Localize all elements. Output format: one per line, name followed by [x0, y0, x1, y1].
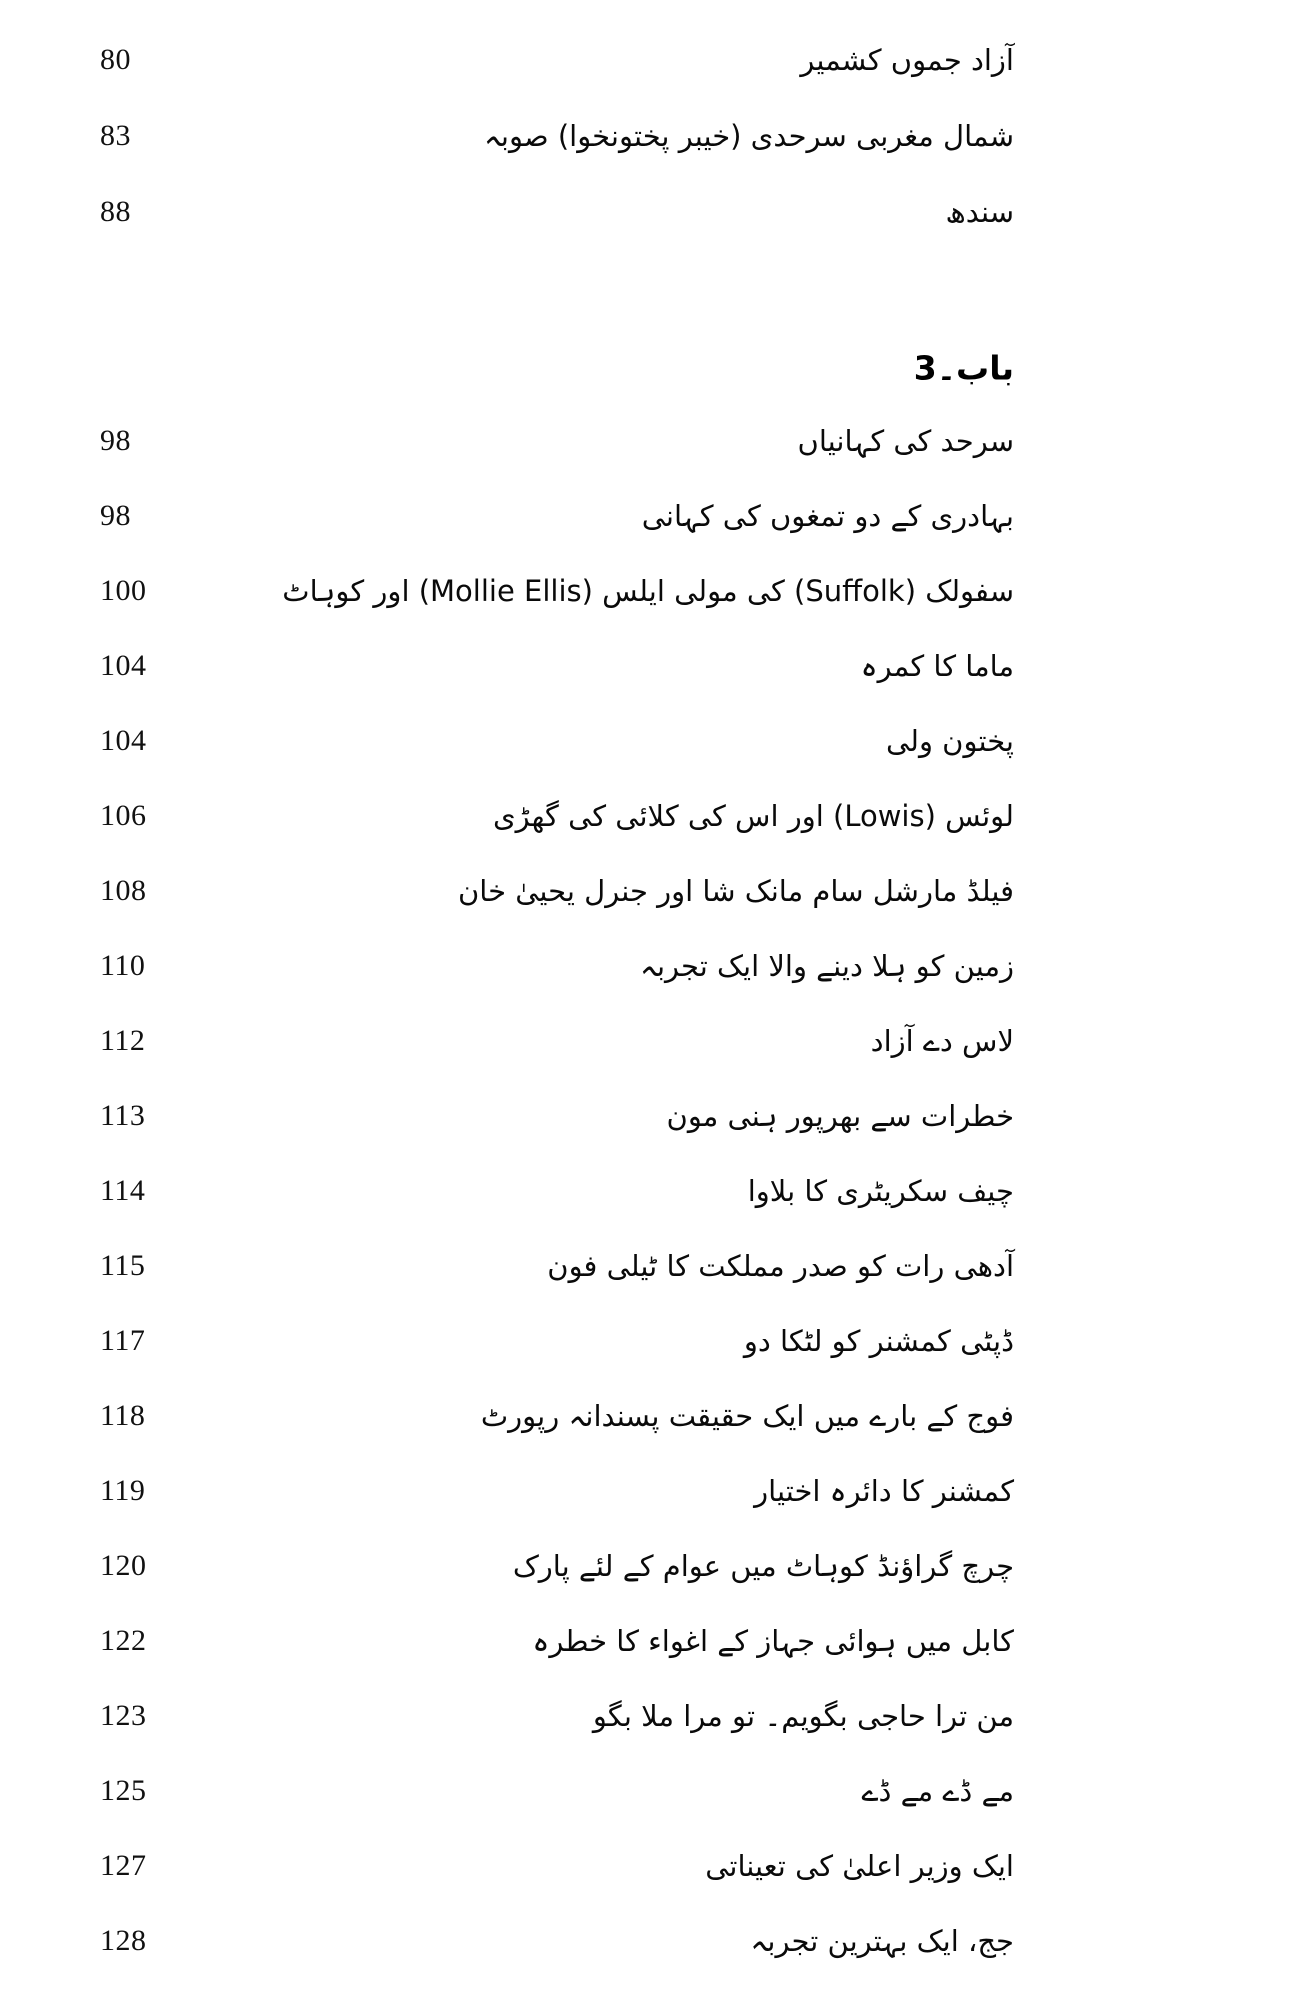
- toc-entry-title: چیف سکریٹری کا بلاوا: [747, 1173, 1014, 1208]
- toc-entry-title: لاس دے آزاد: [870, 1023, 1014, 1058]
- toc-entry: [0, 1828, 1314, 1903]
- toc-entry: [0, 478, 1314, 553]
- toc-entry: [0, 1303, 1314, 1378]
- toc-entry-title: شمال مغربی سرحدی (خیبر پختونخوا) صوبہ: [483, 119, 1014, 153]
- toc-entry: [0, 1603, 1314, 1678]
- toc-entry: [0, 1753, 1314, 1828]
- toc-entry-page-number: 108: [100, 873, 147, 907]
- toc-entry: [0, 928, 1314, 1003]
- toc-entry-title: بہادری کے دو تمغوں کی کہانی: [641, 498, 1014, 533]
- toc-entry-title: پختون ولی: [885, 723, 1014, 758]
- toc-entry: [0, 853, 1314, 928]
- toc-entry: [0, 1378, 1314, 1453]
- toc-entry-title: کمشنر کا دائرہ اختیار: [754, 1473, 1014, 1508]
- toc-entry: [0, 1453, 1314, 1528]
- toc-entry: [0, 403, 1314, 478]
- toc-entry-page-number: 98: [100, 423, 131, 457]
- chapter-heading-row: [0, 338, 1314, 398]
- toc-entry-page-number: 110: [100, 948, 146, 982]
- toc-entry-title: من ترا حاجی بگویم۔ تو مرا ملا بگو: [592, 1698, 1014, 1733]
- toc-chapter-section: [0, 398, 1314, 1978]
- toc-entry-title: سفولک (Suffolk) کی مولی ایلس (Mollie Ellis) اور کوہاٹ: [282, 573, 1014, 608]
- toc-entry: [0, 553, 1314, 628]
- toc-entry-page-number: 123: [100, 1698, 147, 1732]
- toc-entry-title: سرحد کی کہانیاں: [797, 423, 1014, 458]
- toc-entry: [0, 778, 1314, 853]
- toc-entry-title: مے ڈے مے ڈے: [861, 1773, 1014, 1808]
- toc-entry: [0, 703, 1314, 778]
- toc-entry-page-number: 88: [100, 195, 131, 228]
- toc-entry-title: آدھی رات کو صدر مملکت کا ٹیلی فون: [547, 1248, 1014, 1283]
- toc-entry-page-number: 83: [100, 119, 131, 152]
- toc-entry-page-number: 125: [100, 1773, 147, 1807]
- toc-entry-page-number: 119: [100, 1473, 146, 1507]
- toc-entry: [0, 1678, 1314, 1753]
- toc-entry-title: جج، ایک بہترین تجربہ: [750, 1923, 1014, 1958]
- toc-entry-page-number: 120: [100, 1548, 147, 1582]
- toc-entry-page-number: 127: [100, 1848, 147, 1882]
- toc-entry-title: خطرات سے بھرپور ہنی مون: [666, 1098, 1014, 1133]
- toc-entry: [0, 1528, 1314, 1603]
- toc-entry-page-number: 114: [100, 1173, 146, 1207]
- toc-entry-title: ماما کا کمرہ: [860, 648, 1014, 683]
- toc-entry: [0, 174, 1314, 250]
- toc-entry-title: آزاد جموں کشمیر: [800, 43, 1014, 77]
- toc-entry-page-number: 104: [100, 648, 147, 682]
- chapter-heading: باب۔3: [913, 348, 1014, 388]
- toc-entry: [0, 1903, 1314, 1978]
- toc-entry-page-number: 128: [100, 1923, 147, 1957]
- toc-entry-page-number: 104: [100, 723, 147, 757]
- toc-pre-chapter-section: [0, 0, 1314, 250]
- toc-entry-page-number: 115: [100, 1248, 146, 1282]
- toc-entry-page-number: 80: [100, 43, 131, 76]
- toc-entry: [0, 1228, 1314, 1303]
- toc-entry-page-number: 122: [100, 1623, 147, 1657]
- toc-entry: [0, 1003, 1314, 1078]
- toc-entry-title: ایک وزیر اعلیٰ کی تعیناتی: [705, 1848, 1014, 1883]
- toc-entry-page-number: 113: [100, 1098, 146, 1132]
- toc-entry-title: لوئس (Lowis) اور اس کی کلائی کی گھڑی: [492, 798, 1014, 833]
- toc-entry-title: ڈپٹی کمشنر کو لٹکا دو: [743, 1323, 1014, 1358]
- toc-entry: [0, 22, 1314, 98]
- toc-entry: [0, 1078, 1314, 1153]
- toc-entry: [0, 1153, 1314, 1228]
- toc-entry-title: کابل میں ہوائی جہاز کے اغواء کا خطرہ: [532, 1623, 1014, 1658]
- toc-entry-title: فیلڈ مارشل سام مانک شا اور جنرل یحییٰ خان: [457, 873, 1014, 908]
- toc-entry-page-number: 100: [100, 573, 147, 607]
- toc-entry-title: فوج کے بارے میں ایک حقیقت پسندانہ رپورٹ: [480, 1398, 1014, 1433]
- toc-entry: [0, 628, 1314, 703]
- toc-entry-page-number: 98: [100, 498, 131, 532]
- toc-entry-page-number: 117: [100, 1323, 146, 1357]
- toc-entry-title: زمین کو ہلا دینے والا ایک تجربہ: [639, 948, 1014, 983]
- toc-entry-page-number: 118: [100, 1398, 146, 1432]
- toc-entry-title: سندھ: [945, 195, 1014, 229]
- toc-entry: [0, 98, 1314, 174]
- toc-entry-title: چرچ گراؤنڈ کوہاٹ میں عوام کے لئے پارک: [512, 1548, 1014, 1583]
- toc-entry-page-number: 106: [100, 798, 147, 832]
- toc-entry-page-number: 112: [100, 1023, 146, 1057]
